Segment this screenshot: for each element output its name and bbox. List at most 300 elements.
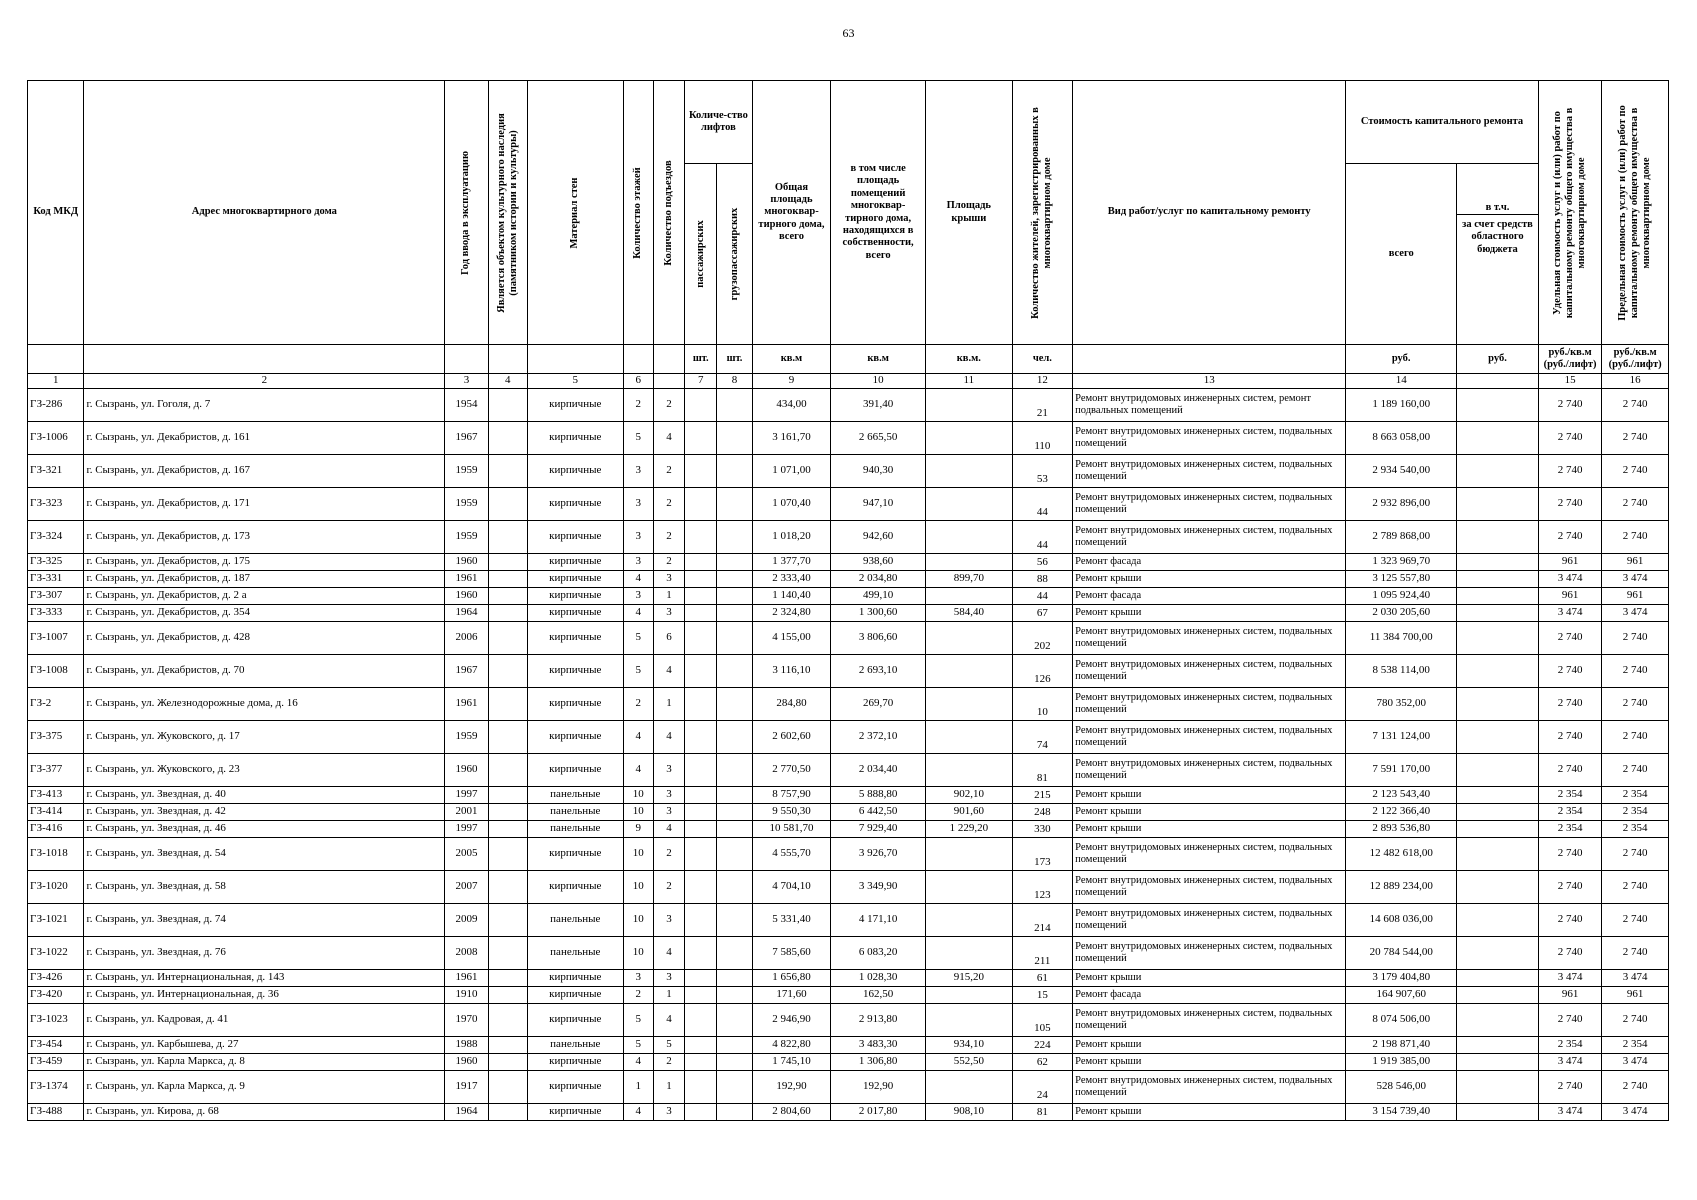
year-cell: 1959 — [445, 455, 488, 488]
entrances-cell: 2 — [653, 455, 684, 488]
cost-total-cell: 780 352,00 — [1346, 688, 1457, 721]
limit-cost-cell: 2 354 — [1602, 1037, 1669, 1054]
heritage-cell — [488, 488, 527, 521]
address-cell: г. Сызрань, ул. Жуковского, д. 17 — [84, 721, 445, 754]
column-number: 11 — [925, 374, 1012, 389]
lifts-freight-cell — [717, 655, 752, 688]
table-row — [28, 1054, 1669, 1071]
table-row — [28, 1037, 1669, 1054]
lifts-freight-cell — [717, 787, 752, 804]
owned-area-cell: 2 372,10 — [831, 721, 926, 754]
address-cell: г. Сызрань, ул. Карла Маркса, д. 9 — [84, 1071, 445, 1104]
unit-cost-cell: 2 740 — [1538, 455, 1602, 488]
code-cell: ГЗ-377 — [28, 754, 84, 787]
walls-cell: кирпичные — [527, 1071, 623, 1104]
owned-area-cell: 499,10 — [831, 588, 926, 605]
year-cell: 1964 — [445, 1104, 488, 1121]
floors-cell: 3 — [623, 970, 653, 987]
heritage-cell — [488, 554, 527, 571]
column-number: 10 — [831, 374, 926, 389]
unit-people: чел. — [1012, 345, 1072, 374]
table-row — [28, 970, 1669, 987]
column-number: 14 — [1346, 374, 1457, 389]
total-area-cell: 1 018,20 — [752, 521, 831, 554]
header-cost-incl: в т.ч. — [1457, 164, 1539, 215]
entrances-cell: 3 — [653, 804, 684, 821]
cost-regional-cell — [1457, 754, 1539, 787]
unit-cost-cell: 2 354 — [1538, 821, 1602, 838]
unit-cost-cell: 2 740 — [1538, 1071, 1602, 1104]
address-cell: г. Сызрань, ул. Декабристов, д. 2 а — [84, 588, 445, 605]
walls-cell: кирпичные — [527, 521, 623, 554]
lifts-passenger-cell — [685, 987, 717, 1004]
heritage-cell — [488, 588, 527, 605]
unit-cost-cell: 2 740 — [1538, 389, 1602, 422]
address-cell: г. Сызрань, ул. Звездная, д. 54 — [84, 838, 445, 871]
walls-cell: кирпичные — [527, 688, 623, 721]
work-type-cell: Ремонт внутридомовых инженерных систем, подвальных помещений — [1073, 937, 1346, 970]
walls-cell: кирпичные — [527, 838, 623, 871]
year-cell: 1960 — [445, 1054, 488, 1071]
unit-empty — [28, 345, 84, 374]
heritage-cell — [488, 937, 527, 970]
limit-cost-cell: 2 740 — [1602, 688, 1669, 721]
heritage-cell — [488, 571, 527, 588]
heritage-cell — [488, 1104, 527, 1121]
year-cell: 1959 — [445, 721, 488, 754]
cost-regional-cell — [1457, 987, 1539, 1004]
lifts-freight-cell — [717, 904, 752, 937]
residents-cell: 15 — [1012, 987, 1072, 1004]
unit-cost-cell: 2 740 — [1538, 721, 1602, 754]
entrances-cell: 4 — [653, 422, 684, 455]
walls-cell: кирпичные — [527, 754, 623, 787]
walls-cell: кирпичные — [527, 588, 623, 605]
address-cell: г. Сызрань, ул. Декабристов, д. 354 — [84, 605, 445, 622]
year-cell: 2006 — [445, 622, 488, 655]
code-cell: ГЗ-1020 — [28, 871, 84, 904]
cost-regional-cell — [1457, 838, 1539, 871]
lifts-passenger-cell — [685, 455, 717, 488]
table-row — [28, 389, 1669, 422]
owned-area-cell: 7 929,40 — [831, 821, 926, 838]
lifts-passenger-cell — [685, 1004, 717, 1037]
entrances-cell: 3 — [653, 1104, 684, 1121]
entrances-cell: 1 — [653, 1071, 684, 1104]
total-area-cell: 2 770,50 — [752, 754, 831, 787]
address-cell: г. Сызрань, ул. Звездная, д. 76 — [84, 937, 445, 970]
cost-total-cell: 164 907,60 — [1346, 987, 1457, 1004]
table-row — [28, 554, 1669, 571]
residents-cell: 74 — [1012, 721, 1072, 754]
code-cell: ГЗ-426 — [28, 970, 84, 987]
cost-total-cell: 12 889 234,00 — [1346, 871, 1457, 904]
cost-total-cell: 8 074 506,00 — [1346, 1004, 1457, 1037]
column-number: 8 — [717, 374, 752, 389]
heritage-cell — [488, 655, 527, 688]
residents-cell: 21 — [1012, 389, 1072, 422]
table-row — [28, 804, 1669, 821]
address-cell: г. Сызрань, ул. Кирова, д. 68 — [84, 1104, 445, 1121]
total-area-cell: 434,00 — [752, 389, 831, 422]
owned-area-cell: 940,30 — [831, 455, 926, 488]
roof-area-cell: 915,20 — [925, 970, 1012, 987]
lifts-freight-cell — [717, 721, 752, 754]
work-type-cell: Ремонт крыши — [1073, 1104, 1346, 1121]
code-cell: ГЗ-331 — [28, 571, 84, 588]
header-cost: Стоимость капитального ремонта — [1346, 81, 1539, 164]
column-number: 15 — [1538, 374, 1602, 389]
roof-area-cell — [925, 488, 1012, 521]
limit-cost-cell: 2 740 — [1602, 937, 1669, 970]
cost-regional-cell — [1457, 904, 1539, 937]
walls-cell: кирпичные — [527, 1104, 623, 1121]
table-row — [28, 987, 1669, 1004]
work-type-cell: Ремонт внутридомовых инженерных систем, подвальных помещений — [1073, 1004, 1346, 1037]
year-cell: 1970 — [445, 1004, 488, 1037]
walls-cell: кирпичные — [527, 1004, 623, 1037]
walls-cell: панельные — [527, 937, 623, 970]
work-type-cell: Ремонт внутридомовых инженерных систем, подвальных помещений — [1073, 1071, 1346, 1104]
work-type-cell: Ремонт крыши — [1073, 787, 1346, 804]
limit-cost-cell: 2 740 — [1602, 622, 1669, 655]
year-cell: 1954 — [445, 389, 488, 422]
residents-cell: 44 — [1012, 588, 1072, 605]
lifts-freight-cell — [717, 754, 752, 787]
work-type-cell: Ремонт фасада — [1073, 987, 1346, 1004]
residents-cell: 126 — [1012, 655, 1072, 688]
code-cell: ГЗ-459 — [28, 1054, 84, 1071]
limit-cost-cell: 2 740 — [1602, 904, 1669, 937]
year-cell: 2001 — [445, 804, 488, 821]
roof-area-cell — [925, 455, 1012, 488]
roof-area-cell — [925, 1071, 1012, 1104]
address-cell: г. Сызрань, ул. Жуковского, д. 23 — [84, 754, 445, 787]
lifts-passenger-cell — [685, 588, 717, 605]
year-cell: 1960 — [445, 554, 488, 571]
roof-area-cell: 584,40 — [925, 605, 1012, 622]
cost-regional-cell — [1457, 688, 1539, 721]
code-cell: ГЗ-1018 — [28, 838, 84, 871]
total-area-cell: 8 757,90 — [752, 787, 831, 804]
total-area-cell: 1 070,40 — [752, 488, 831, 521]
cost-total-cell: 2 198 871,40 — [1346, 1037, 1457, 1054]
unit-cost-cell: 2 740 — [1538, 754, 1602, 787]
entrances-cell: 3 — [653, 605, 684, 622]
year-cell: 1964 — [445, 605, 488, 622]
unit-cost-cell: 2 740 — [1538, 838, 1602, 871]
cost-regional-cell — [1457, 455, 1539, 488]
heritage-cell — [488, 521, 527, 554]
work-type-cell: Ремонт фасада — [1073, 554, 1346, 571]
lifts-passenger-cell — [685, 871, 717, 904]
capital-repair-table — [27, 80, 1669, 1121]
header-roof-area: Площадь крыши — [925, 81, 1012, 345]
entrances-cell: 1 — [653, 688, 684, 721]
walls-cell: кирпичные — [527, 655, 623, 688]
roof-area-cell — [925, 588, 1012, 605]
lifts-passenger-cell — [685, 605, 717, 622]
lifts-freight-cell — [717, 389, 752, 422]
header-residents: Количество жителей, зарегистрированных в многоквартирном доме — [1012, 81, 1072, 345]
entrances-cell: 1 — [653, 588, 684, 605]
floors-cell: 3 — [623, 455, 653, 488]
address-cell: г. Сызрань, ул. Звездная, д. 58 — [84, 871, 445, 904]
limit-cost-cell: 961 — [1602, 588, 1669, 605]
owned-area-cell: 2 034,40 — [831, 754, 926, 787]
lifts-freight-cell — [717, 871, 752, 904]
code-cell: ГЗ-375 — [28, 721, 84, 754]
roof-area-cell — [925, 655, 1012, 688]
walls-cell: кирпичные — [527, 422, 623, 455]
unit-cost-cell: 961 — [1538, 554, 1602, 571]
header-lifts: Количе-ство лифтов — [685, 81, 753, 164]
table-row — [28, 821, 1669, 838]
cost-regional-cell — [1457, 488, 1539, 521]
cost-regional-cell — [1457, 521, 1539, 554]
heritage-cell — [488, 970, 527, 987]
entrances-cell: 2 — [653, 389, 684, 422]
address-cell: г. Сызрань, ул. Гоголя, д. 7 — [84, 389, 445, 422]
residents-cell: 61 — [1012, 970, 1072, 987]
lifts-freight-cell — [717, 970, 752, 987]
roof-area-cell — [925, 871, 1012, 904]
walls-cell: кирпичные — [527, 389, 623, 422]
cost-total-cell: 2 789 868,00 — [1346, 521, 1457, 554]
total-area-cell: 2 804,60 — [752, 1104, 831, 1121]
table-row — [28, 455, 1669, 488]
address-cell: г. Сызрань, ул. Декабристов, д. 171 — [84, 488, 445, 521]
total-area-cell: 284,80 — [752, 688, 831, 721]
walls-cell: панельные — [527, 804, 623, 821]
cost-total-cell: 8 538 114,00 — [1346, 655, 1457, 688]
address-cell: г. Сызрань, ул. Декабристов, д. 70 — [84, 655, 445, 688]
heritage-cell — [488, 987, 527, 1004]
unit-cost-cell: 2 740 — [1538, 1004, 1602, 1037]
limit-cost-cell: 3 474 — [1602, 571, 1669, 588]
lifts-passenger-cell — [685, 1104, 717, 1121]
work-type-cell: Ремонт внутридомовых инженерных систем, подвальных помещений — [1073, 655, 1346, 688]
code-cell: ГЗ-420 — [28, 987, 84, 1004]
work-type-cell: Ремонт крыши — [1073, 821, 1346, 838]
owned-area-cell: 938,60 — [831, 554, 926, 571]
lifts-freight-cell — [717, 821, 752, 838]
heritage-cell — [488, 1054, 527, 1071]
total-area-cell: 1 071,00 — [752, 455, 831, 488]
unit-limit-cost: руб./кв.м (руб./лифт) — [1602, 345, 1669, 374]
work-type-cell: Ремонт внутридомовых инженерных систем, подвальных помещений — [1073, 721, 1346, 754]
unit-empty — [653, 345, 684, 374]
unit-cost-cell: 2 354 — [1538, 804, 1602, 821]
total-area-cell: 1 656,80 — [752, 970, 831, 987]
table-row — [28, 588, 1669, 605]
lifts-freight-cell — [717, 571, 752, 588]
owned-area-cell: 162,50 — [831, 987, 926, 1004]
cost-regional-cell — [1457, 554, 1539, 571]
owned-area-cell: 1 306,80 — [831, 1054, 926, 1071]
floors-cell: 2 — [623, 688, 653, 721]
heritage-cell — [488, 904, 527, 937]
code-cell: ГЗ-414 — [28, 804, 84, 821]
heritage-cell — [488, 1037, 527, 1054]
lifts-passenger-cell — [685, 571, 717, 588]
residents-cell: 81 — [1012, 1104, 1072, 1121]
table-body — [28, 389, 1669, 1121]
address-cell: г. Сызрань, ул. Карбышева, д. 27 — [84, 1037, 445, 1054]
address-cell: г. Сызрань, ул. Декабристов, д. 187 — [84, 571, 445, 588]
walls-cell: кирпичные — [527, 605, 623, 622]
owned-area-cell: 4 171,10 — [831, 904, 926, 937]
address-cell: г. Сызрань, ул. Декабристов, д. 173 — [84, 521, 445, 554]
code-cell: ГЗ-1023 — [28, 1004, 84, 1037]
work-type-cell: Ремонт фасада — [1073, 588, 1346, 605]
walls-cell: панельные — [527, 904, 623, 937]
table-row — [28, 721, 1669, 754]
cost-total-cell: 11 384 700,00 — [1346, 622, 1457, 655]
total-area-cell: 10 581,70 — [752, 821, 831, 838]
total-area-cell: 1 140,40 — [752, 588, 831, 605]
code-cell: ГЗ-286 — [28, 389, 84, 422]
total-area-cell: 4 822,80 — [752, 1037, 831, 1054]
cost-regional-cell — [1457, 1054, 1539, 1071]
unit-cost-cell: 3 474 — [1538, 571, 1602, 588]
address-cell: г. Сызрань, ул. Интернациональная, д. 143 — [84, 970, 445, 987]
limit-cost-cell: 2 740 — [1602, 422, 1669, 455]
limit-cost-cell: 3 474 — [1602, 605, 1669, 622]
floors-cell: 10 — [623, 904, 653, 937]
lifts-freight-cell — [717, 554, 752, 571]
floors-cell: 5 — [623, 1004, 653, 1037]
lifts-freight-cell — [717, 1054, 752, 1071]
unit-cost-cell: 3 474 — [1538, 970, 1602, 987]
lifts-freight-cell — [717, 488, 752, 521]
work-type-cell: Ремонт крыши — [1073, 605, 1346, 622]
floors-cell: 4 — [623, 721, 653, 754]
header-total-area: Общая площадь многоквар-тирного дома, всего — [752, 81, 831, 345]
residents-cell: 330 — [1012, 821, 1072, 838]
unit-area-total: кв.м — [752, 345, 831, 374]
heritage-cell — [488, 804, 527, 821]
lifts-passenger-cell — [685, 970, 717, 987]
code-cell: ГЗ-1374 — [28, 1071, 84, 1104]
lifts-passenger-cell — [685, 521, 717, 554]
cost-total-cell: 1 323 969,70 — [1346, 554, 1457, 571]
unit-empty — [84, 345, 445, 374]
unit-cost-cell: 3 474 — [1538, 1104, 1602, 1121]
year-cell: 2008 — [445, 937, 488, 970]
owned-area-cell: 2 017,80 — [831, 1104, 926, 1121]
column-number: 1 — [28, 374, 84, 389]
cost-regional-cell — [1457, 821, 1539, 838]
lifts-passenger-cell — [685, 937, 717, 970]
year-cell: 1960 — [445, 588, 488, 605]
roof-area-cell: 901,60 — [925, 804, 1012, 821]
unit-empty — [488, 345, 527, 374]
unit-cost-cell: 2 740 — [1538, 422, 1602, 455]
residents-cell: 44 — [1012, 521, 1072, 554]
column-number — [1457, 374, 1539, 389]
floors-cell: 10 — [623, 804, 653, 821]
roof-area-cell — [925, 422, 1012, 455]
code-cell: ГЗ-416 — [28, 821, 84, 838]
year-cell: 2009 — [445, 904, 488, 937]
cost-regional-cell — [1457, 1071, 1539, 1104]
unit-rub-regional: руб. — [1457, 345, 1539, 374]
lifts-freight-cell — [717, 1104, 752, 1121]
lifts-passenger-cell — [685, 821, 717, 838]
entrances-cell: 4 — [653, 1004, 684, 1037]
address-cell: г. Сызрань, ул. Звездная, д. 74 — [84, 904, 445, 937]
cost-total-cell: 3 154 739,40 — [1346, 1104, 1457, 1121]
floors-cell: 2 — [623, 389, 653, 422]
lifts-passenger-cell — [685, 804, 717, 821]
entrances-cell: 2 — [653, 1054, 684, 1071]
floors-cell: 3 — [623, 521, 653, 554]
lifts-freight-cell — [717, 588, 752, 605]
roof-area-cell — [925, 688, 1012, 721]
table-row — [28, 871, 1669, 904]
unit-cost-cell: 2 740 — [1538, 488, 1602, 521]
column-number: 5 — [527, 374, 623, 389]
unit-cost-cell: 2 740 — [1538, 904, 1602, 937]
residents-cell: 215 — [1012, 787, 1072, 804]
cost-regional-cell — [1457, 937, 1539, 970]
work-type-cell: Ремонт внутридомовых инженерных систем, подвальных помещений — [1073, 688, 1346, 721]
cost-regional-cell — [1457, 1037, 1539, 1054]
limit-cost-cell: 961 — [1602, 554, 1669, 571]
work-type-cell: Ремонт крыши — [1073, 804, 1346, 821]
heritage-cell — [488, 389, 527, 422]
cost-total-cell: 12 482 618,00 — [1346, 838, 1457, 871]
heritage-cell — [488, 821, 527, 838]
cost-total-cell: 2 123 543,40 — [1346, 787, 1457, 804]
residents-cell: 202 — [1012, 622, 1072, 655]
cost-total-cell: 1 095 924,40 — [1346, 588, 1457, 605]
owned-area-cell: 6 442,50 — [831, 804, 926, 821]
unit-pcs-freight: шт. — [717, 345, 752, 374]
roof-area-cell: 552,50 — [925, 1054, 1012, 1071]
entrances-cell: 2 — [653, 871, 684, 904]
residents-cell: 110 — [1012, 422, 1072, 455]
address-cell: г. Сызрань, ул. Декабристов, д. 428 — [84, 622, 445, 655]
total-area-cell: 4 155,00 — [752, 622, 831, 655]
residents-cell: 123 — [1012, 871, 1072, 904]
roof-area-cell: 908,10 — [925, 1104, 1012, 1121]
owned-area-cell: 391,40 — [831, 389, 926, 422]
year-cell: 2007 — [445, 871, 488, 904]
roof-area-cell: 899,70 — [925, 571, 1012, 588]
cost-total-cell: 2 934 540,00 — [1346, 455, 1457, 488]
work-type-cell: Ремонт внутридомовых инженерных систем, подвальных помещений — [1073, 455, 1346, 488]
header-work-type: Вид работ/услуг по капитальному ремонту — [1073, 81, 1346, 345]
owned-area-cell: 1 028,30 — [831, 970, 926, 987]
lifts-passenger-cell — [685, 904, 717, 937]
header-owned-area: в том числе площадь помещений многоквар-тирного дома, находящихся в собственности, всего — [831, 81, 926, 345]
table-row — [28, 655, 1669, 688]
table-row — [28, 904, 1669, 937]
table-row — [28, 688, 1669, 721]
table-row — [28, 838, 1669, 871]
limit-cost-cell: 2 740 — [1602, 389, 1669, 422]
year-cell: 1960 — [445, 754, 488, 787]
heritage-cell — [488, 1004, 527, 1037]
heritage-cell — [488, 622, 527, 655]
unit-cost-cell: 2 354 — [1538, 787, 1602, 804]
work-type-cell: Ремонт внутридомовых инженерных систем, подвальных помещений — [1073, 622, 1346, 655]
floors-cell: 10 — [623, 787, 653, 804]
year-cell: 1988 — [445, 1037, 488, 1054]
walls-cell: кирпичные — [527, 987, 623, 1004]
